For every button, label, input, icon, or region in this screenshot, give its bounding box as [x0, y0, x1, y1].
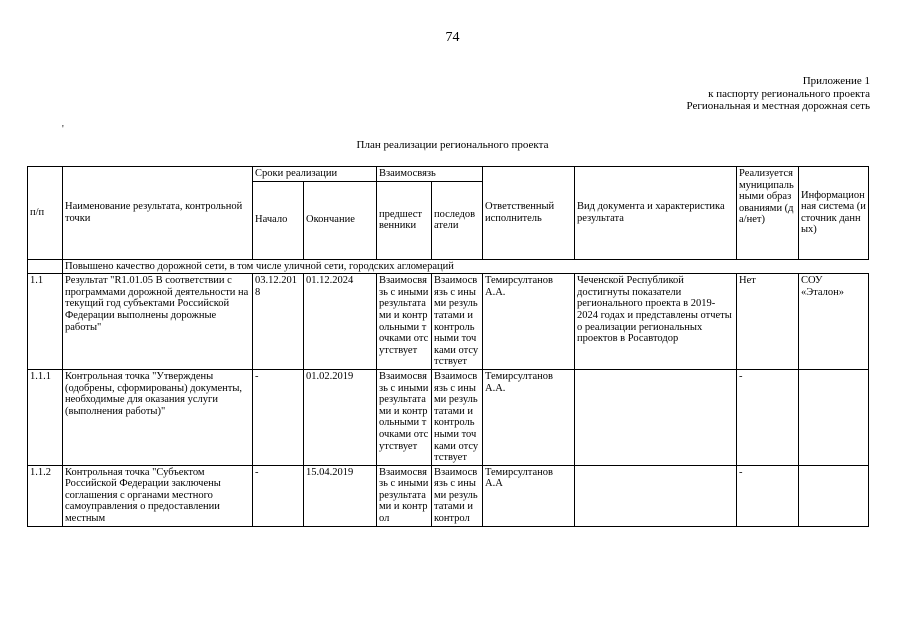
row-start: 03.12.2018 — [253, 274, 304, 370]
row-end: 15.04.2019 — [304, 465, 377, 526]
header-responsible: Ответственный исполнитель — [483, 167, 575, 260]
row-end: 01.02.2019 — [304, 369, 377, 465]
row-predecessors: Взаимосвязь с иными результатами и контрольными точками отсутствует — [377, 274, 432, 370]
section-row — [28, 259, 869, 274]
row-doc-type — [575, 369, 737, 465]
header-predecessors: предшест венники — [377, 181, 432, 259]
header-info-system: Информационная система (источник данных) — [799, 167, 869, 260]
row-name: Контрольная точка "Субъектом Российской Федерации заключены соглашения с органами местного самоуправления о предоставлении местным — [63, 465, 253, 526]
row-predecessors: Взаимосвязь с иными результатами и контрол — [377, 465, 432, 526]
header-row-top — [28, 167, 869, 182]
table-row — [28, 274, 869, 370]
row-info-system: СОУ «Эталон» — [799, 274, 869, 370]
header-num: п/п — [28, 167, 63, 260]
section-title: Повышено качество дорожной сети, в том числе уличной сети, городских агломераций — [63, 259, 869, 274]
row-num: 1.1.2 — [28, 465, 63, 526]
header-start: Начало — [253, 181, 304, 259]
header-municipal: Реализуется муниципальными образованиями (да/нет) — [737, 167, 799, 260]
row-start: - — [253, 465, 304, 526]
row-responsible: Темирсултанов А.А. — [483, 274, 575, 370]
row-num: 1.1.1 — [28, 369, 63, 465]
header-doc-type: Вид документа и характеристика результата — [575, 167, 737, 260]
row-successors: Взаимосвязь с иными результатами и контрольными точками отсутствует — [432, 369, 483, 465]
section-num-cell — [28, 259, 63, 274]
row-info-system — [799, 465, 869, 526]
row-doc-type: Чеченской Республикой достигнуты показатели регионального проекта в 2019-2024 годах и представлены отчеты о реализации региональных проектов в Росавтодор — [575, 274, 737, 370]
plan-table — [27, 166, 869, 527]
row-successors: Взаимосвязь с иными результатами и контрол — [432, 465, 483, 526]
row-name: Контрольная точка "Утверждены (одобрены, сформированы) документы, необходимые для оказания услуги (выполнения работы)" — [63, 369, 253, 465]
document-title: План реализации регионального проекта — [356, 139, 549, 151]
table-row — [28, 369, 869, 465]
row-info-system — [799, 369, 869, 465]
stray-mark: ' — [62, 124, 64, 135]
appendix-line-2: к паспорту регионального проекта — [708, 87, 870, 100]
appendix-line-1: Приложение 1 — [802, 75, 870, 87]
row-name: Результат "R1.01.05 В соответствии с программами дорожной деятельности на текущий год субъектами Российской Федерации выполнены дорожные работы" — [63, 274, 253, 370]
row-num: 1.1 — [28, 274, 63, 370]
page-number: 74 — [445, 30, 460, 45]
header-name: Наименование результата, контрольной точки — [63, 167, 253, 260]
row-doc-type — [575, 465, 737, 526]
row-responsible: Темирсултанов А.А. — [483, 369, 575, 465]
header-end: Окончание — [304, 181, 377, 259]
row-municipal: - — [737, 369, 799, 465]
row-municipal: - — [737, 465, 799, 526]
appendix-line-3: Региональная и местная дорожная сеть — [686, 100, 870, 112]
row-end: 01.12.2024 — [304, 274, 377, 370]
row-responsible: Темирсултанов А.А — [483, 465, 575, 526]
row-start: - — [253, 369, 304, 465]
appendix-caption — [687, 75, 870, 113]
table-row — [28, 465, 869, 526]
row-predecessors: Взаимосвязь с иными результатами и контрольными точками отсутствует — [377, 369, 432, 465]
row-successors: Взаимосвязь с иными результатами и контрольными точками отсутствует — [432, 274, 483, 370]
header-successors: последов атели — [432, 181, 483, 259]
header-relation: Взаимосвязь — [377, 167, 483, 182]
row-municipal: Нет — [737, 274, 799, 370]
header-terms: Сроки реализации — [253, 167, 377, 182]
